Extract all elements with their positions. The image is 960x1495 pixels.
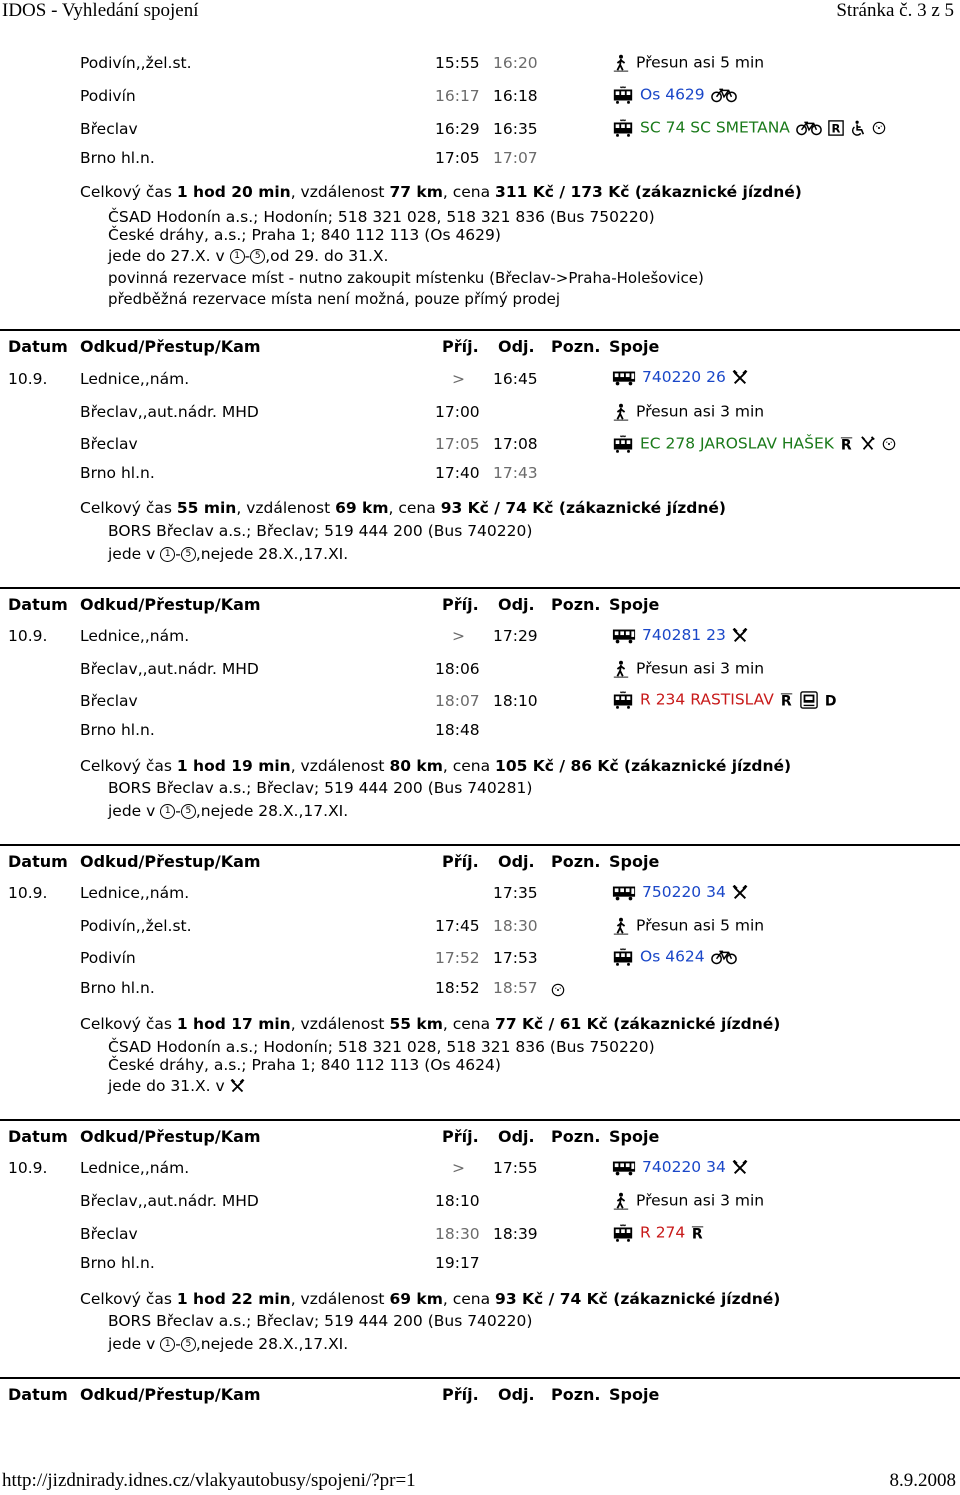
departure-time: 17:55 [493,1159,538,1177]
departure-time: 17:53 [493,949,538,967]
departure-time: 18:39 [493,1225,538,1243]
reservation-icon [780,692,794,708]
table-row [0,979,960,1001]
carrier-info: BORS Břeclav a.s.; Břeclav; 519 444 200 (Bus 740220) [108,522,533,540]
arrival-time: 17:00 [435,403,480,421]
connection-summary: Celkový čas 1 hod 22 min, vzdálenost 69 km, cena 93 Kč / 74 Kč (zákaznické jízdné) [80,1290,781,1308]
train-link[interactable]: Os 4629 [612,85,737,105]
stop-name: Břeclav,,aut.nádr. MHD [80,403,259,421]
bus-icon [612,884,636,902]
connection-summary: Celkový čas 1 hod 17 min, vzdálenost 55 km, cena 77 Kč / 61 Kč (zákaznické jízdné) [80,1015,781,1033]
train-link[interactable]: EC 278 JAROSLAV HAŠEK [612,434,896,454]
arrival-time: 18:07 [435,692,480,710]
table-row [0,403,960,425]
transfer-link[interactable]: Přesun asi 3 min [612,402,764,422]
table-row [0,54,960,76]
arrival-time: 17:05 [435,435,480,453]
bus-link[interactable]: 740281 23 [612,626,748,645]
train-icon [612,947,634,967]
table-header: Datum Odkud/Přestup/Kam Příj. Odj. Pozn. Spoje [0,587,960,621]
train-link[interactable]: R 234 RASTISLAV [612,690,838,710]
train-link[interactable]: R 274 [612,1223,705,1243]
clock-icon [872,121,886,135]
arrival-time: 17:40 [435,464,480,482]
walking-person-icon [612,916,630,936]
arrival-time: 18:48 [435,721,480,739]
train-icon [612,434,634,454]
departure-time: 16:45 [493,370,538,388]
stop-name: Lednice,,nám. [80,627,190,645]
arrival-time: 18:06 [435,660,480,678]
arrival-time: > [452,370,465,388]
page-url[interactable]: http://jizdnirady.idnes.cz/vlakyautobusy/spojeni/?pr=1 [2,1470,416,1491]
table-row [0,721,960,743]
table-row [0,87,960,109]
stop-name: Brno hl.n. [80,149,155,167]
workday-hammer-icon [732,1160,748,1176]
arrival-time: 17:05 [435,149,480,167]
arrival-time: 16:29 [435,120,480,138]
bicycle-icon [711,949,737,965]
sleeper-car-icon [800,691,818,709]
carrier-info: České dráhy, a.s.; Praha 1; 840 112 113 (Os 4624) [108,1056,501,1074]
carrier-info: ČSAD Hodonín a.s.; Hodonín; 518 321 028, 518 321 836 (Bus 750220) [108,1038,655,1056]
clock-icon [551,983,565,997]
departure-time: 17:08 [493,435,538,453]
stop-name: Břeclav [80,435,138,453]
day-1-icon: 1 [160,804,175,819]
table-row [0,120,960,142]
walking-person-icon [612,402,630,422]
bus-icon [612,627,636,645]
connection-summary: Celkový čas 55 min, vzdálenost 69 km, cena 93 Kč / 74 Kč (zákaznické jízdné) [80,499,726,517]
table-row [0,464,960,486]
transfer-link[interactable]: Přesun asi 5 min [612,916,764,936]
stop-name: Břeclav [80,692,138,710]
bus-icon [612,1159,636,1177]
train-icon [612,690,634,710]
stop-name: Břeclav [80,1225,138,1243]
table-row [0,692,960,714]
validity-info: jede v 1 - 5 ,nejede 28.X.,17.XI. [108,545,349,563]
arrival-time: 17:52 [435,949,480,967]
arrival-time: 18:52 [435,979,480,997]
carrier-info: BORS Břeclav a.s.; Břeclav; 519 444 200 (Bus 740220) [108,1312,533,1330]
train-link[interactable]: SC 74 SC SMETANA [612,118,886,138]
print-date: 8.9.2008 [889,1470,956,1491]
table-header: Datum Odkud/Přestup/Kam Příj. Odj. Pozn. Spoje [0,1377,960,1411]
table-header: Datum Odkud/Přestup/Kam Příj. Odj. Pozn. Spoje [0,329,960,363]
validity-info: jede v 1 - 5 ,nejede 28.X.,17.XI. [108,1335,349,1353]
arrival-time: 19:17 [435,1254,480,1272]
departure-time: 17:43 [493,464,538,482]
table-header: Datum Odkud/Přestup/Kam Příj. Odj. Pozn. Spoje [0,1119,960,1153]
day-5-icon: 5 [181,804,196,819]
workday-hammer-icon [732,885,748,901]
connection-summary: Celkový čas 1 hod 20 min, vzdálenost 77 km, cena 311 Kč / 173 Kč (zákaznické jízdné) [80,183,802,201]
table-row [0,884,960,906]
table-row [0,1159,960,1181]
train-icon [612,85,634,105]
table-row [0,370,960,392]
workday-hammer-icon [230,1079,245,1094]
walking-person-icon [612,659,630,679]
arrival-time: 17:45 [435,917,480,935]
arrival-time: > [452,627,465,645]
train-icon [612,118,634,138]
departure-time: 18:10 [493,692,538,710]
departure-time: 16:20 [493,54,538,72]
bicycle-icon [796,120,822,136]
day-1-icon: 1 [160,1337,175,1352]
train-icon [612,1223,634,1243]
reservation-icon [828,120,844,136]
note-clock-icon [551,980,565,998]
transfer-link[interactable]: Přesun asi 3 min [612,1191,764,1211]
bus-link[interactable]: 740220 34 [612,1158,748,1177]
validity-info: jede v 1 - 5 ,nejede 28.X.,17.XI. [108,802,349,820]
reservation-icon [691,1225,705,1241]
departure-time: 18:30 [493,917,538,935]
arrival-time: 18:30 [435,1225,480,1243]
stop-name: Břeclav,,aut.nádr. MHD [80,1192,259,1210]
page-number: Stránka č. 3 z 5 [836,0,954,21]
stop-name: Brno hl.n. [80,721,155,739]
validity-info: jede do 31.X. v [108,1077,245,1095]
day-5-icon: 5 [181,547,196,562]
stop-name: Brno hl.n. [80,979,155,997]
bus-link[interactable]: 750220 34 [612,883,748,902]
travel-date: 10.9. [8,1159,48,1177]
bicycle-icon [711,87,737,103]
carrier-info: BORS Břeclav a.s.; Břeclav; 519 444 200 (Bus 740281) [108,779,533,797]
stop-name: Podivín [80,949,136,967]
bus-link[interactable]: 740220 26 [612,368,748,387]
stop-name: Podivín [80,87,136,105]
walking-person-icon [612,53,630,73]
reservation-note: předběžná rezervace místa není možná, pouze přímý prodej [108,290,560,308]
table-row [0,917,960,939]
arrival-time: 16:17 [435,87,480,105]
bus-icon [612,369,636,387]
stop-name: Lednice,,nám. [80,1159,190,1177]
day-1-icon: 1 [230,249,245,264]
table-header: Datum Odkud/Přestup/Kam Příj. Odj. Pozn. Spoje [0,844,960,878]
table-row [0,627,960,649]
reservation-note: povinná rezervace míst - nutno zakoupit místenku (Břeclav->Praha-Holešovice) [108,269,704,287]
d-icon [824,692,838,708]
table-row [0,149,960,171]
table-row [0,1192,960,1214]
day-5-icon: 5 [250,249,265,264]
restaurant-icon [860,436,876,452]
travel-date: 10.9. [8,884,48,902]
table-row [0,1225,960,1247]
train-link[interactable]: Os 4624 [612,947,737,967]
arrival-time: 15:55 [435,54,480,72]
travel-date: 10.9. [8,627,48,645]
transfer-link[interactable]: Přesun asi 3 min [612,659,764,679]
table-row [0,949,960,971]
departure-time: 16:18 [493,87,538,105]
stop-name: Podivín,,žel.st. [80,917,192,935]
connection-summary: Celkový čas 1 hod 19 min, vzdálenost 80 km, cena 105 Kč / 86 Kč (zákaznické jízdné) [80,757,792,775]
table-row [0,435,960,457]
stop-name: Lednice,,nám. [80,884,190,902]
workday-hammer-icon [732,370,748,386]
table-row [0,660,960,682]
reservation-icon [840,436,854,452]
stop-name: Lednice,,nám. [80,370,190,388]
wheelchair-icon [850,120,866,136]
day-5-icon: 5 [181,1337,196,1352]
stop-name: Břeclav,,aut.nádr. MHD [80,660,259,678]
carrier-info: České dráhy, a.s.; Praha 1; 840 112 113 (Os 4629) [108,226,501,244]
page-header [0,0,960,22]
arrival-time: > [452,1159,465,1177]
stop-name: Brno hl.n. [80,464,155,482]
day-1-icon: 1 [160,547,175,562]
carrier-info: ČSAD Hodonín a.s.; Hodonín; 518 321 028, 518 321 836 (Bus 750220) [108,208,655,226]
departure-time: 17:35 [493,884,538,902]
travel-date: 10.9. [8,370,48,388]
validity-info: jede do 27.X. v 1 - 5 ,od 29. do 31.X. [108,247,389,265]
table-row [0,1254,960,1276]
walking-person-icon [612,1191,630,1211]
stop-name: Podivín,,žel.st. [80,54,192,72]
departure-time: 17:07 [493,149,538,167]
stop-name: Břeclav [80,120,138,138]
departure-time: 17:29 [493,627,538,645]
transfer-link[interactable]: Přesun asi 5 min [612,53,764,73]
arrival-time: 18:10 [435,1192,480,1210]
departure-time: 18:57 [493,979,538,997]
stop-name: Brno hl.n. [80,1254,155,1272]
workday-hammer-icon [732,628,748,644]
departure-time: 16:35 [493,120,538,138]
clock-icon [882,437,896,451]
page-title: IDOS - Vyhledání spojení [2,0,199,21]
